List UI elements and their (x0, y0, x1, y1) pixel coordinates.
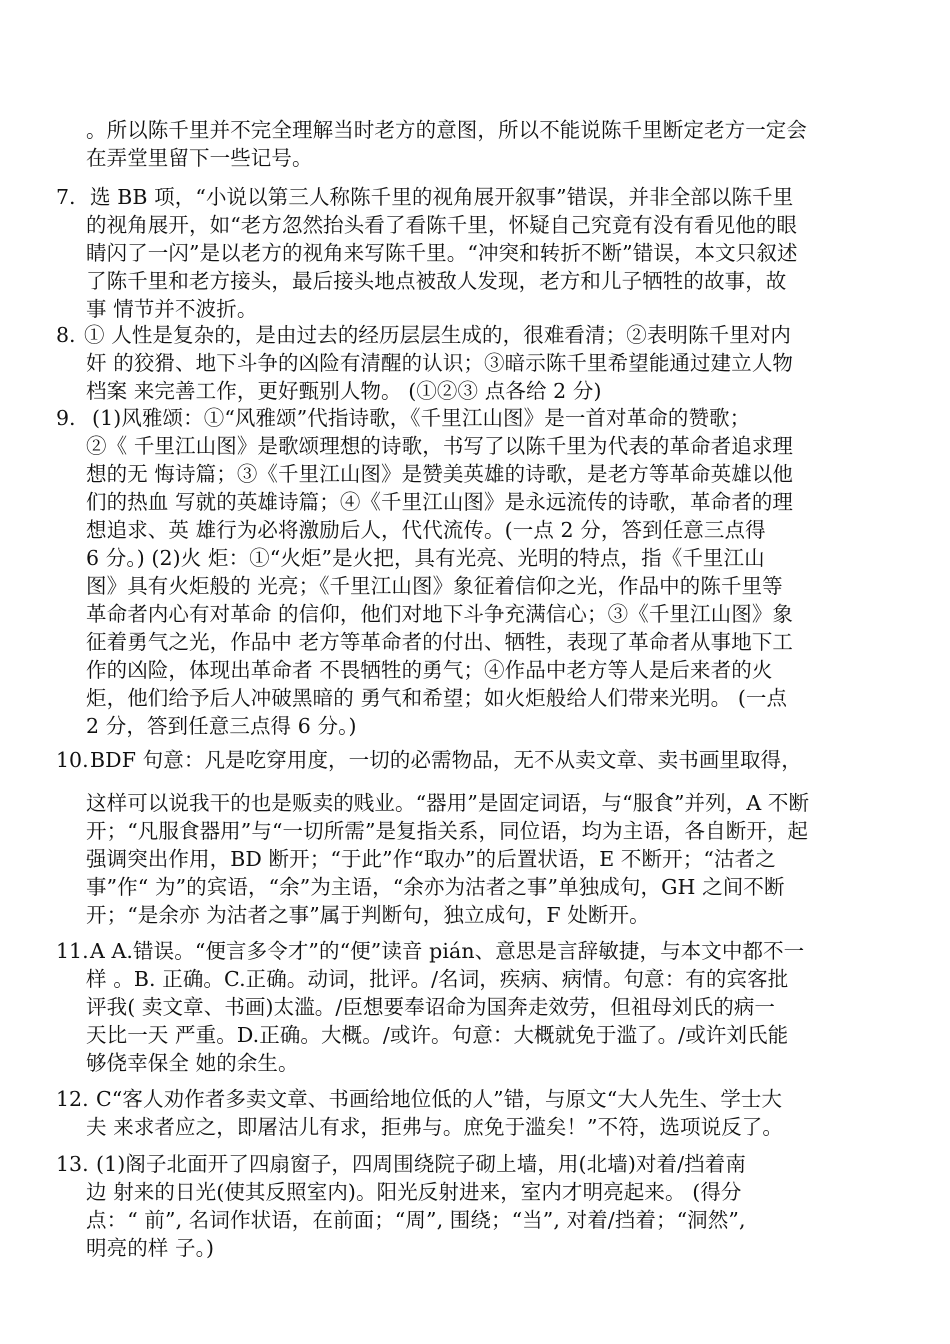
text-line: 了陈千里和老方接头，最后接头地点被敌人发现，老方和儿子牺牲的故事，故 (86, 269, 787, 293)
item-number: 11. (56, 939, 89, 963)
text-line: 档案 来完善工作，更好甄别人物。 (①②③ 点各给 2 分) (86, 379, 602, 403)
text-line: 。所以陈千里并不完全理解当时老方的意图，所以不能说陈千里断定老方一定会 (86, 118, 807, 142)
text-line: ②《 千里江山图》是歌颂理想的诗歌，书写了以陈千里为代表的革命者追求理 (86, 434, 794, 458)
text-line: 样 。B. 正确。C.正确。动词，批评。/名词，疾病、病情。句意：有的宾客批 (86, 967, 789, 991)
text-line: 6 分。) (2)火 炬：①“火炬”是火把，具有光亮、光明的特点，指《千里江山 (86, 546, 765, 570)
item-number: 10. (56, 748, 89, 772)
text-line: 作的凶险，体现出革命者 不畏牺牲的勇气；④作品中老方等人是后来者的火 (86, 658, 773, 682)
text-line: 革命者内心有对革命 的信仰，他们对地下斗争充满信心；③《千里江山图》象 (86, 602, 794, 626)
text-line: 点：“ 前”, 名词作状语，在前面；“周”, 围绕；“当”, 对着/挡着；“洞然”, (86, 1208, 746, 1232)
text-line: 事 情节并不波折。 (86, 297, 258, 321)
text-line: 强调突出作用，BD 断开；“于此”作“取办”的后置状语，E 不断开；“沽者之 (86, 847, 776, 871)
text-line: 开；“是余亦 为沽者之事”属于判断句，独立成句，F 处断开。 (86, 903, 650, 927)
text-line: 够侥幸保全 她的余生。 (86, 1051, 299, 1075)
text-line: ① 人性是复杂的，是由过去的经历层层生成的，很难看清；②表明陈千里对内 (84, 323, 792, 347)
text-line: 图》具有火炬般的 光亮；《千里江山图》象征着信仰之光，作品中的陈千里等 (86, 574, 783, 598)
text-line: (1)阁子北面开了四扇窗子，四周围绕院子砌上墙，用(北墙)对着/挡着南 (96, 1152, 746, 1176)
text-line: 评我( 卖文章、书画)太滥。/臣想要奉诏命为国奔走效劳，但祖母刘氏的病一 (86, 995, 776, 1019)
item-number: 9. (56, 406, 76, 430)
text-line: 夫 来求者应之，即屠沽儿有求，拒弗与。庶免于滥矣！”不符，选项说反了。 (86, 1115, 783, 1139)
text-line: 的视角展开，如“老方忽然抬头看了看陈千里，怀疑自己究竟有没有看见他的眼 (86, 213, 797, 237)
text-line: 明亮的样 子。) (86, 1236, 215, 1260)
text-line: 开；“凡服食器用”与“一切所需”是复指关系，同位语，均为主语，各自断开，起 (86, 819, 809, 843)
text-line: 这样可以说我干的也是贩卖的贱业。“器用”是固定词语，与“服食”并列，A 不断 (86, 791, 810, 815)
text-line: 2 分，答到任意三点得 6 分。) (86, 714, 357, 738)
text-line: 选 BB 项，“小说以第三人称陈千里的视角展开叙事”错误，并非全部以陈千里 (90, 185, 794, 209)
text-line: 想的无 悔诗篇；③《千里江山图》是赞美英雄的诗歌，是老方等革命英雄以他 (86, 462, 794, 486)
text-line: 事”作“ 为”的宾语，“余”为主语，“余亦为沽者之事”单独成句，GH 之间不断 (86, 875, 785, 899)
text-line: C“客人劝作者多卖文章、书画给地位低的人”错，与原文“大人先生、学士大 (96, 1087, 783, 1111)
item-number: 13. (56, 1152, 89, 1176)
text-line: 们的热血 写就的英雄诗篇；④《千里江山图》是永远流传的诗歌，革命者的理 (86, 490, 794, 514)
item-number: 12. (56, 1087, 89, 1111)
text-line: 炬，他们给予后人冲破黑暗的 勇气和希望；如火炬般给人们带来光明。 (一点 (86, 686, 788, 710)
text-line: (1)风雅颂：①“风雅颂”代指诗歌，《千里江山图》是一首对革命的赞歌； (92, 406, 751, 430)
text-line: 奸 的狡猾、地下斗争的凶险有清醒的认识；③暗示陈千里希望能通过建立人物 (86, 351, 794, 375)
text-line: 在弄堂里留下一些记号。 (86, 146, 313, 170)
text-line: 睛闪了一闪”是以老方的视角来写陈千里。“冲突和转折不断”错误，本文只叙述 (86, 241, 798, 265)
text-line: 想追求、英 雄行为必将激励后人，代代流传。(一点 2 分，答到任意三点得 (86, 518, 766, 542)
text-line: A A.错误。“便言多令才”的“便”读音 pián、意思是言辞敏捷，与本文中都不一 (90, 939, 805, 963)
item-number: 8. (56, 323, 76, 347)
item-number: 7. (56, 185, 76, 209)
text-line: 天比一天 严重。D.正确。大概。/或许。句意：大概就免于滥了。/或许刘氏能 (86, 1023, 789, 1047)
text-line: BDF 句意：凡是吃穿用度，一切的必需物品，无不从卖文章、卖书画里取得， (90, 748, 802, 772)
text-line: 征着勇气之光，作品中 老方等革命者的付出、牺牲，表现了革命者从事地下工 (86, 630, 794, 654)
text-line: 边 射来的日光(使其反照室内)。阳光反射进来，室内才明亮起来。 (得分 (86, 1180, 742, 1204)
